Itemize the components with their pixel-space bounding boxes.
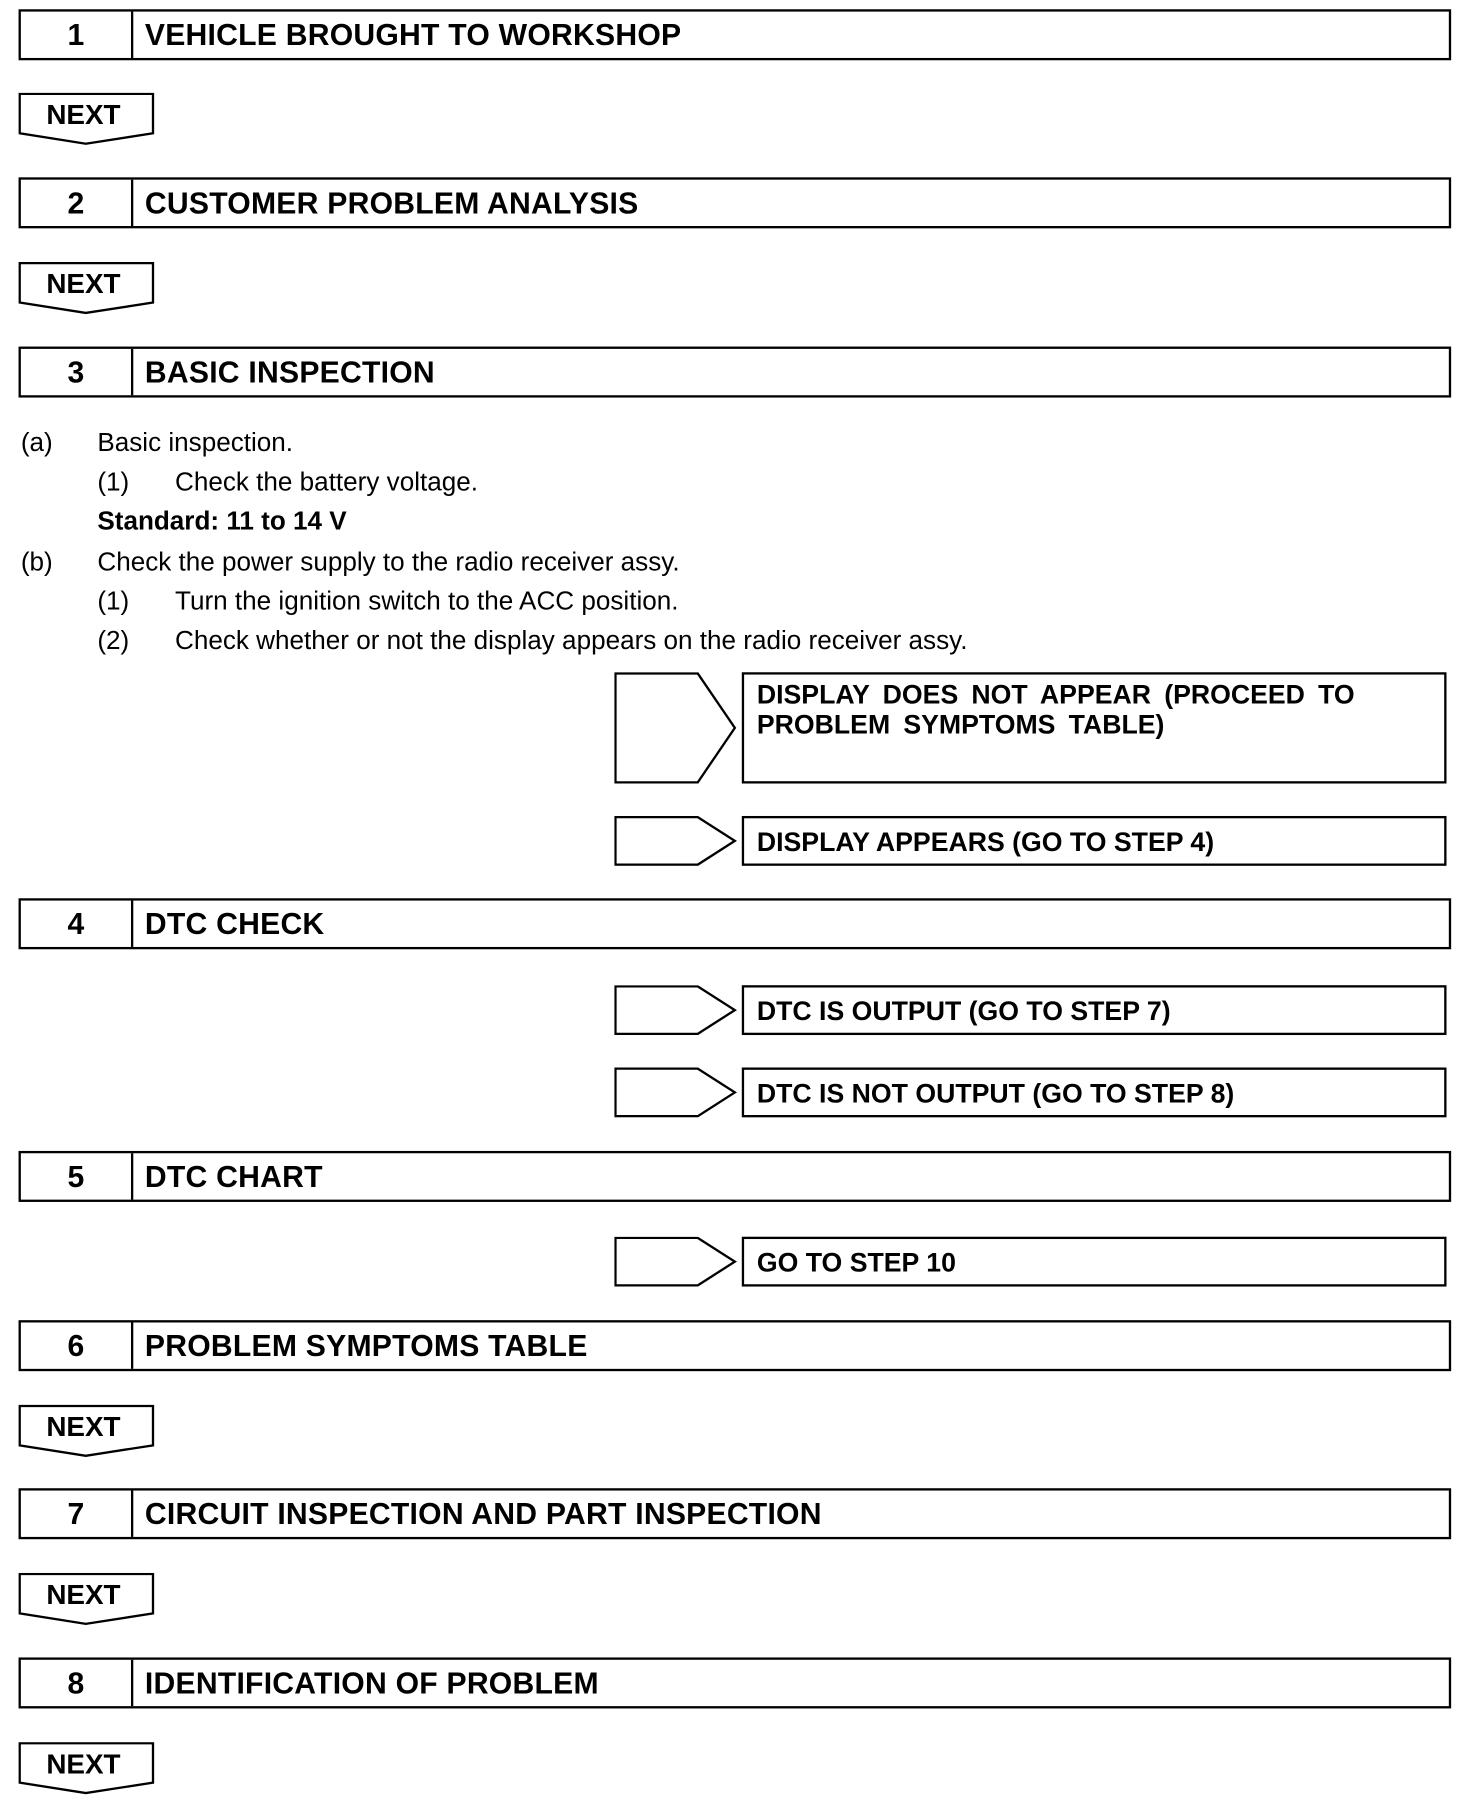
step-2-box <box>19 177 1452 228</box>
item-a1-text: Check the battery voltage. <box>175 467 479 497</box>
step-number: 4 <box>21 901 133 947</box>
step-title: BASIC INSPECTION <box>144 354 435 389</box>
item-b-label: (b) <box>20 547 53 577</box>
result-text: DTC IS NOT OUTPUT (GO TO STEP 8) <box>742 1067 1447 1117</box>
item-b2-label: (2) <box>97 625 130 655</box>
step-3-box <box>19 347 1452 398</box>
step-number: 2 <box>21 180 133 226</box>
step-6-box <box>19 1320 1452 1371</box>
next-arrow <box>19 1405 156 1458</box>
next-arrow <box>19 262 156 315</box>
step-7-box <box>19 1488 1452 1539</box>
next-label: NEXT <box>46 268 121 301</box>
item-a1-label: (1) <box>97 467 130 497</box>
item-a-label: (a) <box>20 427 53 457</box>
result-text: DISPLAY APPEARS (GO TO STEP 4) <box>742 816 1447 866</box>
result-arrow-shape <box>614 672 739 783</box>
next-label: NEXT <box>46 1579 121 1612</box>
step-title: IDENTIFICATION OF PROBLEM <box>144 1664 599 1700</box>
item-b-text: Check the power supply to the radio receiver assy. <box>97 547 680 577</box>
step-title: CUSTOMER PROBLEM ANALYSIS <box>144 184 639 220</box>
step-number: 7 <box>21 1491 133 1537</box>
standard-value: Standard: 11 to 14 V <box>97 506 347 536</box>
result-arrow-shape <box>614 816 739 866</box>
step-8-box <box>19 1657 1452 1708</box>
item-b1-text: Turn the ignition switch to the ACC position. <box>175 586 679 616</box>
step-title: DTC CHECK <box>144 905 325 941</box>
step-title: DTC CHART <box>144 1158 323 1194</box>
result-arrow-shape <box>614 1067 739 1117</box>
result-text: DISPLAY DOES NOT APPEAR (PROCEED TO PROBLEM SYMPTOMS TABLE) <box>742 672 1447 783</box>
next-arrow <box>19 93 156 146</box>
step-number: 1 <box>21 12 133 58</box>
item-a-text: Basic inspection. <box>97 427 294 457</box>
step-4-box <box>19 898 1452 949</box>
result-arrow-shape <box>614 1237 739 1287</box>
result-text: DTC IS OUTPUT (GO TO STEP 7) <box>742 985 1447 1035</box>
step-number: 6 <box>21 1322 133 1368</box>
step-1-box <box>19 9 1452 60</box>
next-arrow <box>19 1573 156 1626</box>
result-text: GO TO STEP 10 <box>742 1237 1447 1287</box>
item-b2-text: Check whether or not the display appears on the radio receiver assy. <box>175 625 968 655</box>
next-label: NEXT <box>46 99 121 131</box>
step-title: PROBLEM SYMPTOMS TABLE <box>144 1327 588 1363</box>
next-label: NEXT <box>46 1749 121 1781</box>
next-label: NEXT <box>46 1411 121 1444</box>
step-title: CIRCUIT INSPECTION AND PART INSPECTION <box>144 1495 822 1531</box>
step-number: 5 <box>21 1153 133 1199</box>
result-arrow-shape <box>614 985 739 1035</box>
step-number: 3 <box>21 349 133 395</box>
step-title: VEHICLE BROUGHT TO WORKSHOP <box>144 16 682 52</box>
step-5-box <box>19 1151 1452 1202</box>
item-b1-label: (1) <box>97 586 130 616</box>
step-number: 8 <box>21 1660 133 1706</box>
next-arrow <box>19 1742 156 1795</box>
